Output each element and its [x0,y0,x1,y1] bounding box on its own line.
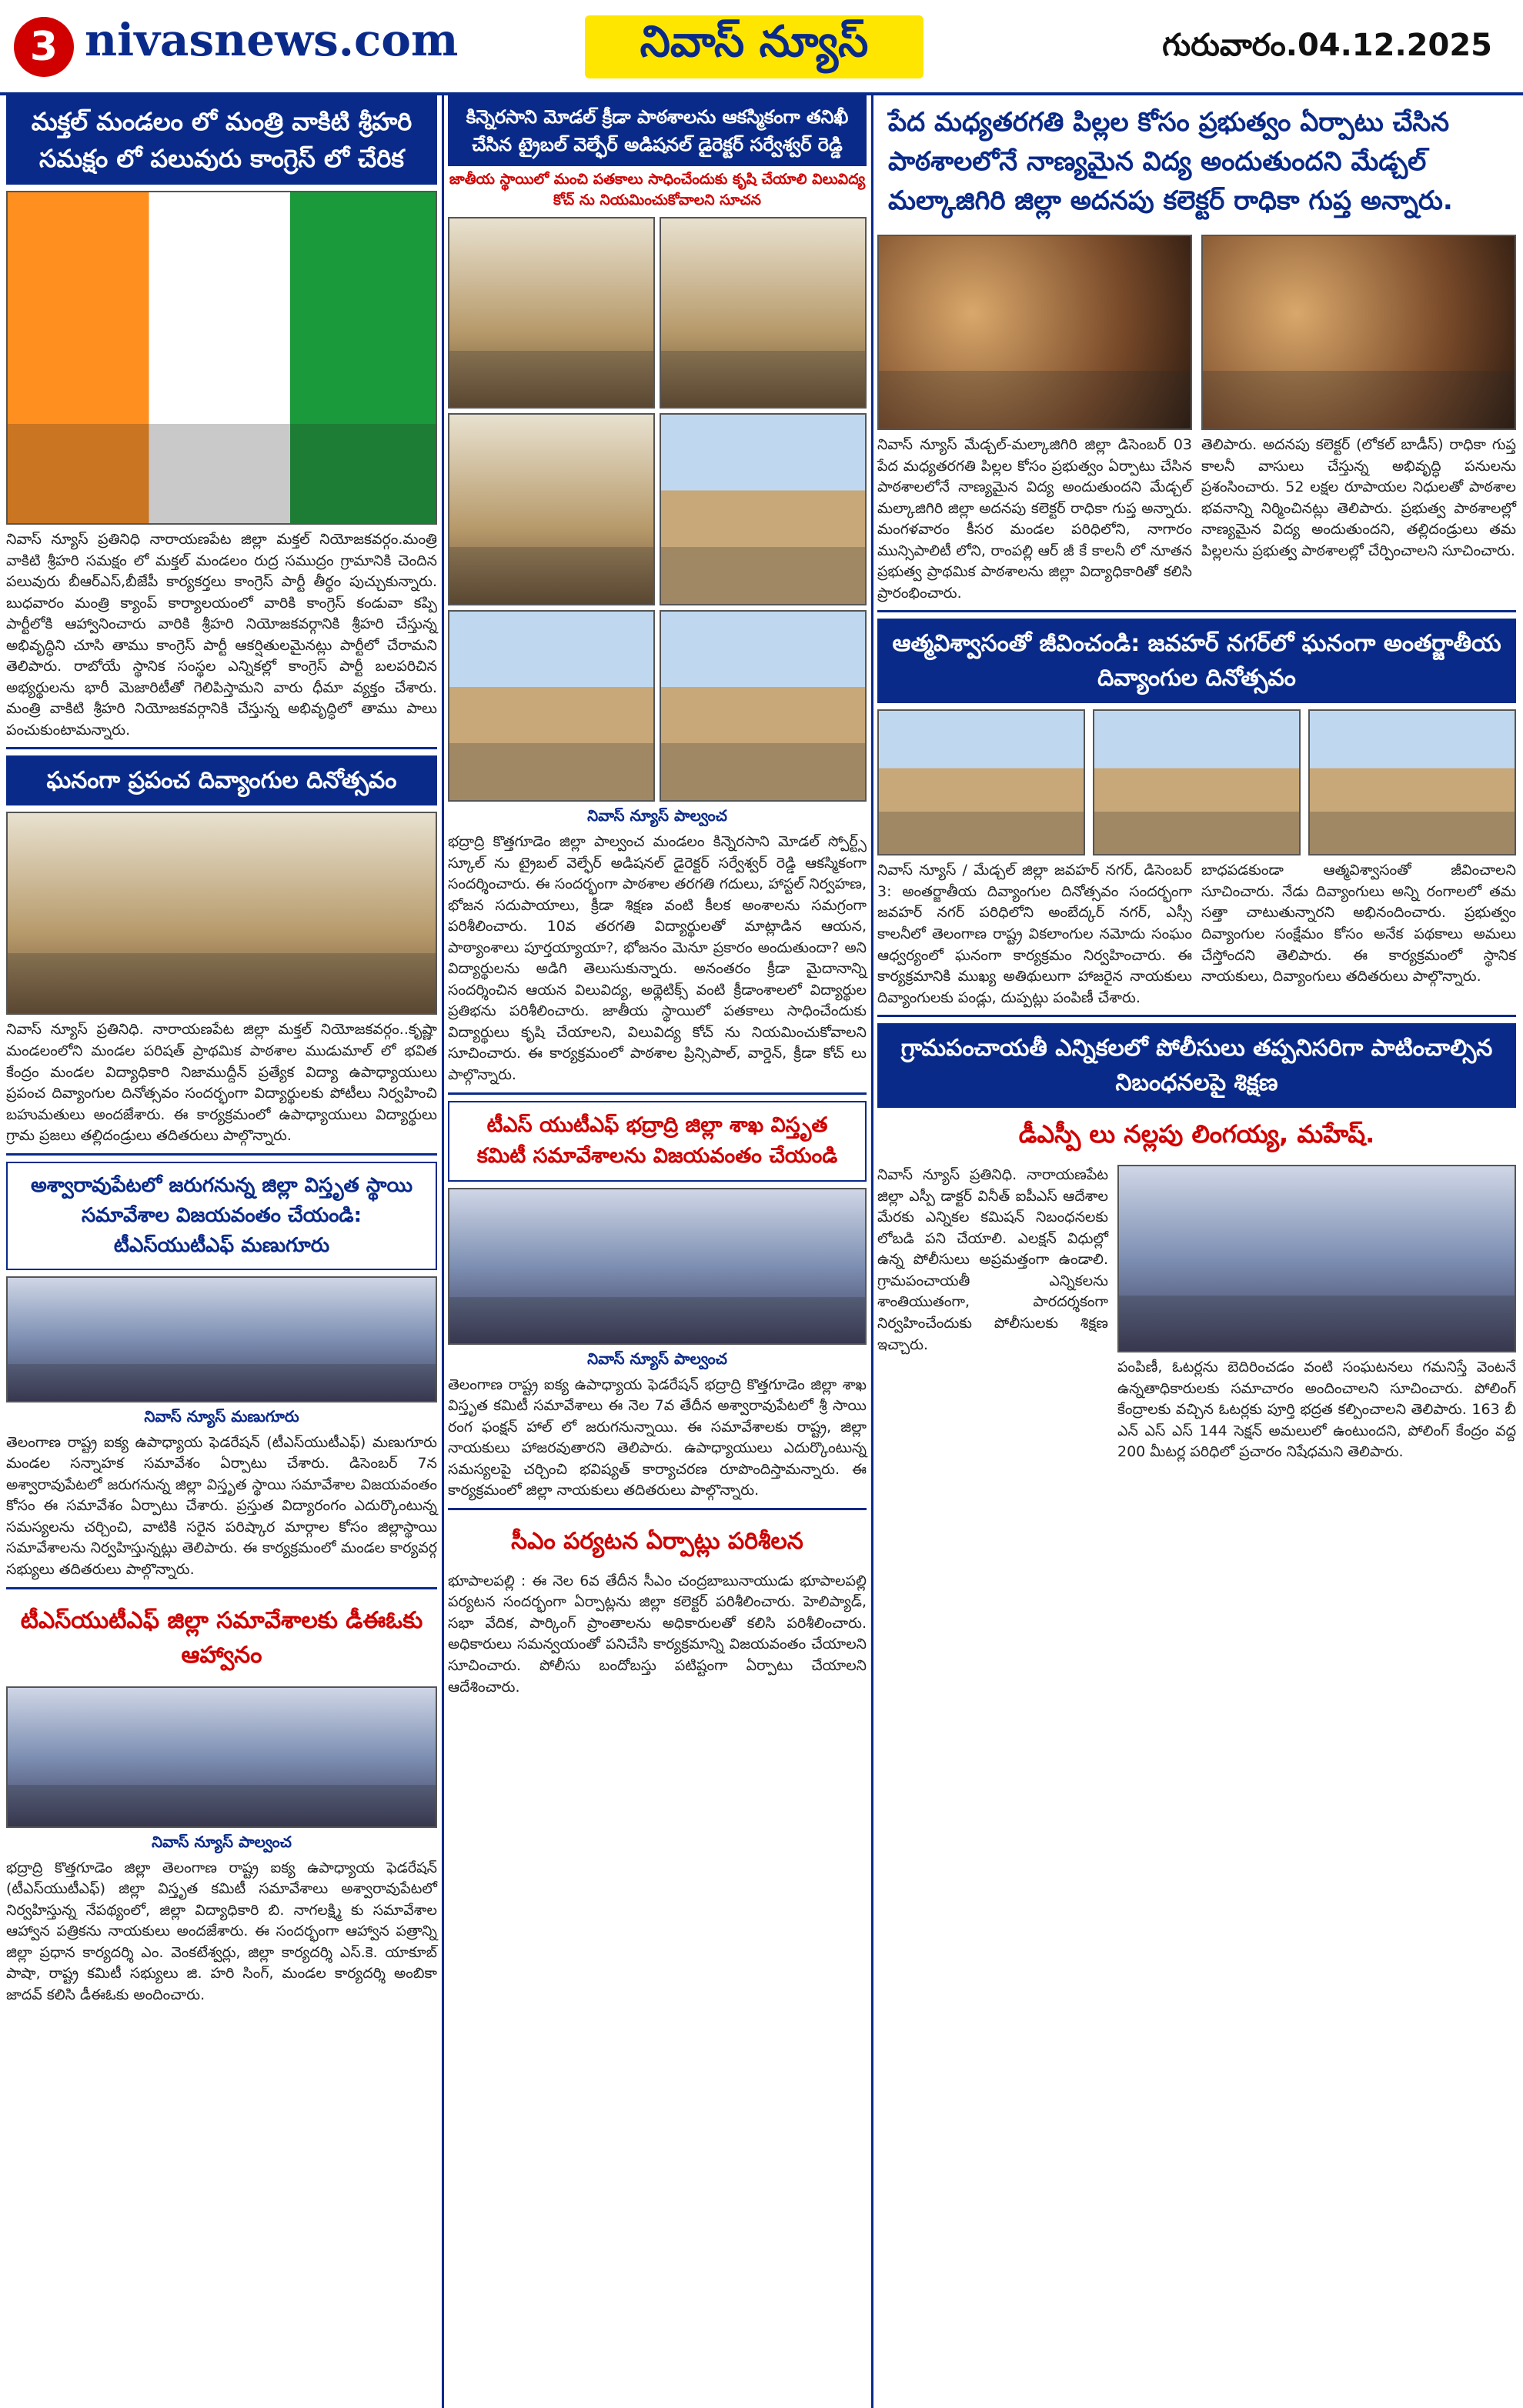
photo-deo-invitation [6,1686,437,1828]
photo-archery [448,610,655,802]
photo-inspection [660,217,867,409]
article-body: నివాస్ న్యూస్ ప్రతినిధి నారాయణపేట జిల్లా మక్తల్ నియోజకవర్గం.మంత్రి వాకిటి శ్రీహరి సమక్షం లో మక్తల్ మండలం రుద్ర సముద్రం గ్రామానికి చెందిన పలువురు బీఆర్ఎస్,బీజేపీ కార్యకర్తలు కాంగ్రెస్ పార్టీ తీర్థం పుచ్చుకున్నారు. బుధవారం మంత్రి క్యాంప్ కార్యాలయంలో వారికి కాంగ్రెస్ కండువా కప్పి పార్టీలోకి ఆహ్వానించారు వారికి శ్రీహరి నియోజకవర్గానికి శ్రీహరి చేస్తున్న అభివృద్ధిని చూసి తాము కాంగ్రెస్ పార్టీ ఆకర్షితులమైనట్లు పార్టీలో చేరామని తెలిపారు. రాబోయే స్థానిక సంస్థల ఎన్నికల్లో కాంగ్రెస్ పార్టీ బలపరిచిన అభ్యర్థులను భారీ మెజారిటీతో గెలిపిస్తామని వారు ధీమా వ్యక్తం చేశారు. మంత్రి వాకిటి శ్రీహరి నియోజకవర్గానికి చేస్తున్న అభివృద్ధిలో తాము పాలు పంచుకుంటామన్నారు. [6,531,437,739]
photo-caption: నివాస్ న్యూస్ పాల్వంచ [587,1349,727,1368]
headline: పేద మధ్యతరగతి పిల్లల కోసం ప్రభుత్వం ఏర్పాటు చేసిన పాఠశాలలోనే నాణ్యమైన విద్య అందుతుందని మేడ్చల్ మల్కాజిగిరి జిల్లా అదనపు కలెక్టర్ రాధికా గుప్త అన్నారు. [877,95,1516,228]
masthead [0,0,1523,95]
headline: సీఎం పర్యటన ఏర్పాట్లు పరిశీలన [448,1516,867,1566]
article-row [877,860,1516,1009]
issue-date: గురువారం.04.12.2025 [1162,28,1492,63]
divider [6,747,437,749]
photo-inspection [448,217,655,409]
photo-school-opening [877,235,1192,430]
divider [877,610,1516,612]
column-2 [448,95,867,2408]
headline: మక్తల్ మండలం లో మంత్రి వాకిటి శ్రీహరి సమక్షం లో పలువురు కాంగ్రెస్ లో చేరిక [6,95,437,185]
photo-disability-day [6,812,437,1015]
article-right [1201,235,1516,604]
article-body: భద్రాద్రి కొత్తగూడెం జిల్లా తెలంగాణ రాష్ట్ర ఐక్య ఉపాధ్యాయ ఫెడరేషన్ (టీఎస్‌యుటీఎఫ్) జిల్లా విస్తృత కమిటీ సమావేశాలు అశ్వారావుపేటలో నిర్వహిస్తున్న నేపథ్యంలో, జిల్లా విద్యాధికారి బి. నాగలక్ష్మి కు సమావేశాల ఆహ్వాన పత్రికను నాయకులు అందజేశారు. ఈ సందర్భంగా ఆహ్వాన పత్రాన్ని జిల్లా ప్రధాన కార్యదర్శి ఎం. వెంకటేశ్వర్లు, జిల్లా కార్యదర్శి ఎస్.కె. యాకూబ్ పాషా, రాష్ట్ర కమిటీ సభ్యులు జి. హరి సింగ్, మండల కార్యదర్శి అంబికా జాదవ్ కలిసి డీఈఓకు అందించారు. [6,1859,437,2003]
article-body: భద్రాద్రి కొత్తగూడెం జిల్లా పాల్వంచ మండలం కిన్నెరసాని మోడల్ స్పోర్ట్స్ స్కూల్ ను ట్రైబల్ వెల్ఫేర్ అడిషనల్ డైరెక్టర్ సర్వేశ్వర్ రెడ్డి ఆకస్మికంగా సందర్శించారు. ఈ సందర్భంగా పాఠశాల తరగతి గదులు, హాస్టల్ నిర్వహణ, భోజన సదుపాయాలు, క్రీడా శిక్షణ వంటి కీలక అంశాలను సమగ్రంగా పరిశీలించారు. 10వ తరగతి విద్యార్థులతో మాట్లాడిన ఆయన, పాఠ్యాంశాలు పూర్తయ్యాయా?, భోజనం మెనూ ప్రకారం అందుతుందా? అని విద్యార్థులను అడిగి తెలుసుకున్నారు. అనంతరం క్రీడా మైదానాన్ని సందర్శించిన ఆయన విలువిద్య, అథ్లెటిక్స్ వంటి క్రీడాంశాలలో విద్యార్థుల ప్రతిభను పరిశీలించారు. జాతీయ స్థాయిలో పతకాలు సాధించేందుకు విద్యార్థులు కృషి చేయాలని, విలువిద్య కోచ్ ను నియమించుకోవాలని సూచించారు. ఈ కార్యక్రమంలో పాఠశాల ప్రిన్సిపాల్, వార్డెన్, క్రీడా కోచ్ లు పాల్గొన్నారు. [448,833,867,1084]
photo-row [877,709,1516,855]
headline: గ్రామపంచాయతీ ఎన్నికలలో పోలీసులు తప్పనిసరిగా పాటించాల్సిన నిబంధనలపై శిక్షణ [877,1023,1516,1108]
column-divider [442,95,444,2408]
article-body: తెలంగాణ రాష్ట్ర ఐక్య ఉపాధ్యాయ ఫెడరేషన్ (టీఎస్‌యుటీఎఫ్) మణుగూరు మండల సన్నాహక సమావేశం ఏర్పాటు చేశారు. డిసెంబర్ 7న అశ్వారావుపేటలో జరుగనున్న జిల్లా విస్తృత స్థాయి సమావేశాల విజయవంతం కోసం ఈ సమావేశం ఏర్పాటు చేశారు. ప్రస్తుత విద్యారంగం ఎదుర్కొంటున్న సమస్యలను చర్చించి, వాటికి సరైన పరిష్కార మార్గాల కోసం జిల్లాస్థాయి సమావేశాలను నిర్వహిస్తున్నట్లు తెలిపారు. ఈ కార్యక్రమంలో మండల కార్యవర్గ సభ్యులు తదితరులు పాల్గొన్నారు. [6,1433,437,1579]
photo-event [1093,709,1301,855]
photo-caption: నివాస్ న్యూస్ మణుగూరు [144,1406,299,1426]
photo-grid [448,217,867,802]
photo-event [877,709,1085,855]
article-row [877,235,1516,604]
article-body: బాధపడకుండా ఆత్మవిశ్వాసంతో జీవించాలని సూచించారు. నేడు దివ్యాంగులు అన్ని రంగాలలో తమ సత్తా చాటుతున్నారని అభినందించారు. ప్రభుత్వం దివ్యాంగుల సంక్షేమం కోసం అనేక పథకాలు అమలు చేస్తోందని తెలిపారు. ఈ కార్యక్రమంలో స్థానిక నాయకులు, దివ్యాంగులు తదితరులు పాల్గొన్నారు. [1201,862,1516,986]
photo-police-training [1117,1165,1516,1352]
photo-tsutf-manuguru [6,1276,437,1402]
photo-event [1308,709,1516,855]
newspaper-logo: నివాస్ న్యూస్ [585,15,923,78]
article-left [877,235,1192,604]
article-body: తెలంగాణ రాష్ట్ర ఐక్య ఉపాధ్యాయ ఫెడరేషన్ భద్రాద్రి కొత్తగూడెం జిల్లా శాఖ విస్తృత కమిటీ సమావేశాలు ఈ నెల 7వ తేదీన అశ్వారావుపేటలో శ్రీ సాయి రంగ ఫంక్షన్ హాల్ లో జరుగనున్నాయి. ఈ సమావేశాలకు రాష్ట్ర, జిల్లా నాయకులు హాజరవుతారని తెలిపారు. ఉపాధ్యాయులు ఎదుర్కొంటున్న సమస్యలపై చర్చించి భవిష్యత్ కార్యాచరణ రూపొందిస్తామన్నారు. ఈ కార్యక్రమంలో జిల్లా నాయకులు తదితరులు పాల్గొన్నారు. [448,1376,867,1499]
headline: ఆత్మవిశ్వాసంతో జీవించండి: జవహర్ నగర్‌లో ఘనంగా అంతర్జాతీయ దివ్యాంగుల దినోత్సవం [877,619,1516,703]
divider [6,1153,437,1156]
photo-congress-joining [6,191,437,525]
article-body: నివాస్ న్యూస్ మేడ్చల్-మల్కాజిగిరి జిల్లా డిసెంబర్ 03 పేద మధ్యతరగతి పిల్లల కోసం ప్రభుత్వం ఏర్పాటు చేసిన పాఠశాలలోనే నాణ్యమైన విద్య అందుతుందని మేడ్చల్ మల్కాజిగిరి జిల్లా అదనపు కలెక్టర్ రాధికా గుప్త అన్నారు. మంగళవారం కీసర మండల పరిధిలోని, నాగారం మున్సిపాలిటీ లోని, రాంపల్లి ఆర్ జీ కే కాలనీ లో నూతన ప్రభుత్వ ప్రాథమిక పాఠశాలను జిల్లా విద్యాధికారితో కలిసి ప్రారంభించారు. [877,436,1192,602]
column-1 [6,95,437,2408]
headline: టీఎస్ యుటీఎఫ్ భద్రాద్రి జిల్లా శాఖ విస్తృత కమిటీ సమావేశాలను విజయవంతం చేయండి [448,1101,867,1182]
site-name[interactable]: nivasnews.com [85,14,459,66]
subheadline: డీఎస్పీ లు నల్లపు లింగయ్య, మహేష్. [877,1108,1516,1160]
article-row [877,1165,1516,1463]
divider [448,1508,867,1510]
divider [877,1015,1516,1017]
photo-caption: నివాస్ న్యూస్ పాల్వంచ [587,806,727,825]
headline: అశ్వారావుపేటలో జరుగనున్న జిల్లా విస్తృత స్థాయి సమావేశాల విజయవంతం చేయండి: టీఎస్‌యుటీఎఫ్ మణుగూరు [6,1162,437,1270]
subheadline: జాతీయ స్థాయిలో మంచి పతకాలు సాధించేందుకు కృషి చేయాలి విలువిద్య కోచ్ ను నియమించుకోవాలని సూచన [449,171,866,208]
headline: ఘనంగా ప్రపంచ దివ్యాంగుల దినోత్సవం [6,755,437,805]
article-body: నివాస్ న్యూస్ / మేడ్చల్ జిల్లా జవహర్ నగర్, డిసెంబర్ 3: అంతర్జాతీయ దివ్యాంగుల దినోత్సవం సందర్భంగా జవహర్ నగర్ పరిధిలోని అంబేద్కర్ నగర్, ఎస్సీ కాలనీలో తెలంగాణ రాష్ట్ర వికలాంగుల నమోదు సంఘం ఆధ్వర్యంలో ఘనంగా కార్యక్రమం నిర్వహించారు. ఈ కార్యక్రమానికి ముఖ్య అతిథులుగా హాజరైన నాయకులు దివ్యాంగులకు పండ్లు, దుప్పట్లు పంపిణీ చేశారు. [877,862,1192,1006]
article-body: భూపాలపల్లి : ఈ నెల 6వ తేదీన సీఎం చంద్రబాబునాయుడు భూపాలపల్లి పర్యటన సందర్భంగా ఏర్పాట్లను జిల్లా కలెక్టర్ పరిశీలించారు. హెలిప్యాడ్, సభా వేదిక, పార్కింగ్ ప్రాంతాలను అధికారులతో కలిసి పరిశీలించారు. అధికారులు సమన్వయంతో పనిచేసి కార్యక్రమాన్ని విజయవంతం చేయాలని సూచించారు. పోలీసు బందోబస్తు పటిష్టంగా ఏర్పాటు చేయాలని ఆదేశించారు. [448,1572,867,1696]
headline: కిన్నెరసాని మోడల్ క్రీడా పాఠశాలను ఆకస్మికంగా తనిఖీ చేసిన ట్రైబల్ వెల్ఫేర్ అడిషనల్ డైరెక్టర్ సర్వేశ్వర్ రెడ్డి [448,95,867,166]
photo-classroom [448,413,655,605]
article-body: పంపిణీ, ఓటర్లను బెదిరించడం వంటి సంఘటనలు గమనిస్తే వెంటనే ఉన్నతాధికారులకు సమాచారం అందించాలని సూచించారు. పోలింగ్ కేంద్రాలకు వచ్చిన ఓటర్లకు పూర్తి భద్రత కల్పించాలని తెలిపారు. 163 బీ ఎన్ ఎస్ ఎస్ 144 సెక్షన్ అమలులో ఉంటుందని, పోలింగ్ కేంద్రం వద్ద 200 మీటర్ల పరిధిలో ప్రచారం నిషేధమని తెలిపారు. [1117,1359,1516,1461]
article-body: నివాస్ న్యూస్ ప్రతినిధి. నారాయణపేట జిల్లా ఎస్పీ డాక్టర్ వినీత్ ఐపీఎస్ ఆదేశాల మేరకు ఎన్నికల కమిషన్ నిబంధనలకు లోబడి పని చేయాలి. ఎలక్షన్ విధుల్లో ఉన్న పోలీసులు అప్రమత్తంగా ఉండాలి. గ్రామపంచాయతీ ఎన్నికలను శాంతియుతంగా, పారదర్శకంగా నిర్వహించేందుకు పోలీసులకు శిక్షణ ఇచ్చారు. [877,1166,1108,1353]
photo-archery [660,610,867,802]
column-divider [871,95,873,2408]
photo-students [1201,235,1516,430]
photo-tsutf-meeting [448,1188,867,1345]
page-number: 3 [14,17,74,77]
divider [6,1587,437,1589]
article-right [1117,1165,1516,1463]
article-body: తెలిపారు. అదనపు కలెక్టర్ (లోకల్ బాడీస్) రాధికా గుప్త కాలనీ వాసులు చేస్తున్న అభివృద్ధి పనులను ప్రశంసించారు. 52 లక్షల రూపాయల నిధులతో పాఠశాల భవనాన్ని నిర్మించినట్లు తెలిపారు. ప్రభుత్వ పాఠశాలల్లో నాణ్యమైన విద్య అందుతుందని, తల్లిదండ్రులు తమ పిల్లలను ప్రభుత్వ పాఠశాలల్లో చేర్పించాలని సూచించారు. [1201,436,1516,559]
divider [448,1092,867,1095]
headline: టీఎస్‌యుటీఎఫ్ జిల్లా సమావేశాలకు డీఈఓకు ఆహ్వానం [6,1596,437,1680]
photo-ground [660,413,867,605]
photo-caption: నివాస్ న్యూస్ పాల్వంచ [152,1832,292,1851]
column-3 [877,95,1516,2408]
article-body: నివాస్ న్యూస్ ప్రతినిధి. నారాయణపేట జిల్లా మక్తల్ నియోజకవర్గం..కృష్ణా మండలంలోని మండల పరిషత్ ప్రాథమిక పాఠశాల ముడుమాల్ లో భవిత కేంద్రం మండల విద్యాధికారి నిజాముద్దీన్ ప్రత్యేక విద్యా ఉపాధ్యాయులు ప్రపంచ దివ్యాంగుల దినోత్సవం సందర్భంగా విద్యార్థులకు పోటీలు నిర్వహించి బహుమతులు అందజేశారు. ఈ కార్యక్రమంలో ఉపాధ్యాయులు విద్యార్థులు గ్రామ ప్రజలు తల్లిదండ్రులు తదితరులు పాల్గొన్నారు. [6,1021,437,1145]
